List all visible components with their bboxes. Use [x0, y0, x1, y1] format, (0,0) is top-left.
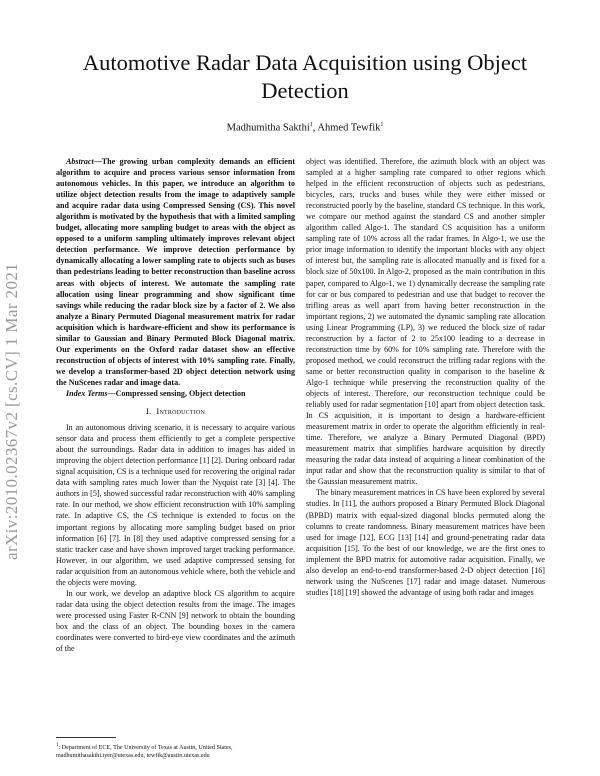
section-number: I. [145, 406, 152, 417]
author-2-affiliation-mark: 1 [380, 122, 384, 128]
index-terms [56, 388, 295, 399]
body-paragraph-1: object was identified. Therefore, the azimuth block with an object was sampled at a higher sampling rate compared to other regions which helped in the efficient reconstruction of objects such as pedestrians, bicycles, cars, trucks and buses while they were either missed or reconstructed poorly by the baseline, standard CS technique. In this work, we compare our method against the standard CS and another simpler algorithm called Algo-1. The standard CS acquisition has a uniform sampling rate of 10% across all the radar frames. In Algo-1, we use the prior image information to identify the important blocks with any object of interest but, the sampling rate is allocated manually and is fixed for a block size of 50x100. In Algo-2, proposed as the main contribution in this paper, compared to Algo-1, we 1) dynamically decrease the sampling rate for car or bus compared to pedestrian and use that budget to recover the trifling areas as well apart from having better reconstruction in the important regions, 2) we automated the dynamic sampling rate allocation using Linear Programming (LP), 3) we reduced the block size of radar reconstruction by a factor of 2 to 25x100 leading to a decrease in reconstruction time by 60% for 10% sampling rate. Therefore with the proposed method, we could reconstruct the trifling radar regions with the same or better reconstruction quality in comparison to the baseline & Algo-1 technique while preserving the reconstruction quality of the objects of interest. Therefore, our reconstruction technique could be reliably used for radar segmentation [10] apart from object detection task. In CS acquisition, it is important to design a hardware-efficient measurement matrix in order to operate the algorithm efficiently in real-time. Therefore, we analyze a Binary Permuted Diagonal (BPD) measurement matrix that simplifies hardware acquisition by directly measuring the radar data instead of acquiring a linear combination of the input radar and show that the reconstruction quality is similar to that of the Gaussian measurement matrix. [306, 157, 545, 487]
footnote-rule [56, 737, 116, 738]
paper-title: Automotive Radar Data Acquisition using Object Detection [82, 50, 528, 103]
index-terms-label: Index Terms [66, 388, 108, 398]
intro-paragraph-1: In an autonomous driving scenario, it is necessary to acquire various sensor data and process them efficiently to get a complete perspective about the surroundings. Radar data in addition to images has aided in improving the object detection performance [1] [2]. During onboard radar signal acquisition, CS is a technique used for recovering the original radar data with sampling rates much lower than the Nyquist rate [3] [4]. The authors in [5], showed successful radar reconstruction with 40% sampling rate. In our method, we show efficient reconstruction with 10% sampling rate. In adaptive CS, the CS technique is extended to focus on the important regions by allocating more sampling budget based on prior information [6] [7]. In [8] they used adaptive compressed sensing for a static tracker case and have shown improved target tracking performance. However, in our algorithm, we used adaptive compressed sensing for radar acquisition from an autonomous vehicle where, both the vehicle and the objects were moving. [56, 423, 295, 587]
footnote-mark: 1 [56, 742, 59, 748]
intro-paragraph-2: In our work, we develop an adaptive block CS algorithm to acquire radar data using the object detection results from the image. The images were processed using Faster R-CNN [9] network to obtain the bounding box and the class of an object. The bounding boxes in the camera coordinates were converted to bird-eye view coordinates and the azimuth of the [56, 588, 295, 654]
author-1-affiliation-mark: 1 [309, 122, 313, 128]
section-title: Introduction [156, 406, 205, 417]
index-terms-text: —Compressed sensing, Object detection [107, 388, 246, 398]
arxiv-stamp: arXiv:2010.02367v2 [cs.CV] 1 Mar 2021 [2, 262, 21, 560]
footnote [56, 741, 295, 761]
abstract-text: —The growing urban complexity demands an efficient algorithm to acquire and process various sensor information from autonomous vehicles. In this paper, we introduce an algorithm to utilize object detection results from the image to adaptively sample and acquire radar data using Compressed Sensing (CS). This novel algorithm is motivated by the hypothesis that with a limited sampling budget, allocating more sampling budget to areas with the object as opposed to a uniform sampling ultimately improves relevant object detection performance. We improve detection performance by dynamically allocating a lower sampling rate to objects such as buses than pedestrians leading to better reconstruction than baseline across areas with objects of interest. We automate the sampling rate allocation using linear programming and show significant time savings while reducing the radar block size by a factor of 2. We also analyze a Binary Permuted Diagonal measurement matrix for radar acquisition which is hardware-efficient and show its performance is similar to Gaussian and Binary Permuted Block Diagonal matrix. Our experiments on the Oxford radar dataset show an effective reconstruction of objects of interest with 10% sampling rate. Finally, we develop a transformer-based 2D object detection network using the NuScenes radar and image data. [56, 157, 295, 387]
author-line [60, 122, 550, 134]
author-separator: , [312, 122, 318, 134]
right-column [306, 156, 545, 598]
author-2: Ahmed Tewfik [317, 122, 381, 134]
footnote-line-2: madhumithasakthi.iyer@utexas.edu, tewfik@austin.utexas.edu [56, 753, 210, 760]
body-paragraph-2: The binary measurement matrices in CS have been explored by several studies. In [11], the authors proposed a Binary Permuted Block Diagonal (BPBD) matrix with equal-sized diagonal blocks permuted along the columns to create randomness. Binary measurement matrices have been used for image [12], ECG [13] [14] and ground-penetrating radar data acquisition [15]. To the best of our knowledge, we are the first ones to implement the BPD matrix for automotive radar acquisition. Finally, we also develop an end-to-end transformer-based 2-D object detection [16] network using the NuScenes [17] radar and image dataset. Numerous studies [18] [19] showed the advantage of using both radar and images [306, 488, 545, 597]
left-column [56, 156, 295, 654]
footnote-line-1: : Department of ECE, The University of Texas at Austin, United States, [58, 745, 233, 752]
abstract [56, 156, 295, 388]
author-1: Madhumitha Sakthi [226, 122, 310, 134]
section-heading-introduction [56, 406, 295, 417]
abstract-label: Abstract [66, 157, 94, 166]
